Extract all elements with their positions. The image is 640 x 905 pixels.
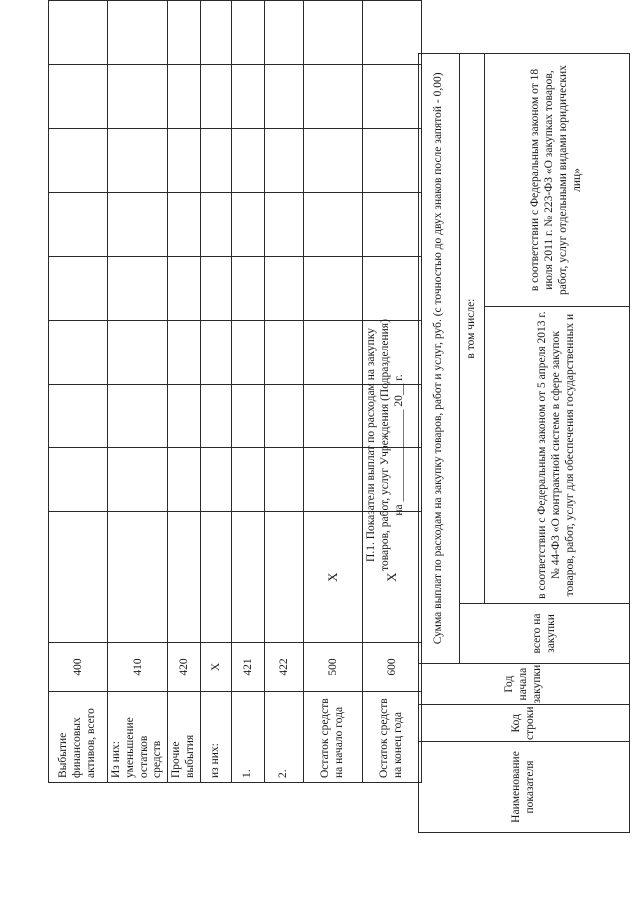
row-code: 420 [168, 643, 201, 692]
row-code: 422 [265, 643, 304, 692]
row-code: 410 [108, 643, 168, 692]
header-total: всего на закупки [460, 604, 630, 664]
row-year [232, 512, 265, 643]
header-223fz: в соответствии с Федеральным законом от 18 июля 2011 г. № 223-ФЗ «О закупках товаров, работ, услуг отдельными видами юридических лиц» [485, 54, 630, 307]
heading-line-1: П.1. Показатели выплат по расходам на закупку [365, 328, 377, 562]
row-name: 2. [265, 692, 304, 783]
row-code: 600 [363, 643, 422, 692]
row-year [49, 512, 108, 643]
row-code: 421 [232, 643, 265, 692]
row-year: X [363, 512, 422, 643]
row-name: Остаток средств на начало года [304, 692, 363, 783]
table-row [232, 1, 265, 783]
row-name: Прочие выбытия [168, 692, 201, 783]
row-year: X [304, 512, 363, 643]
row-name: Из них: уменьшение остатков средств [108, 692, 168, 783]
header-44fz: в соответствии с Федеральным законом от 5 апреля 2013 г. № 44-ФЗ «О контрактной системе в сфере закупок товаров, работ, услуг для обеспечения государственных и [485, 306, 630, 603]
table-row [265, 1, 304, 783]
table-row [49, 1, 108, 783]
row-code: 500 [304, 643, 363, 692]
row-name: Выбытие финансовых активов, всего [49, 692, 108, 783]
header-start-year: Год начала закупки [419, 663, 630, 705]
row-year [108, 512, 168, 643]
heading-line-2: товаров, работ, услуг Учреждения (Подразделения) [379, 319, 392, 571]
header-indicator-name: Наименование показателя [419, 742, 630, 833]
header-payment-sum: Сумма выплат по расходам на закупку товаров, работ и услуг, руб. (с точностью до двух знаков после запятой - 0,00) [419, 54, 460, 664]
header-including: в том числе: [460, 54, 485, 604]
row-year [168, 512, 201, 643]
row-name: Остаток средств на конец года [363, 692, 422, 783]
table-row [304, 1, 363, 783]
table-row [168, 1, 201, 783]
row-name: 1. [232, 692, 265, 783]
row-name: из них: [201, 692, 232, 783]
table-row [201, 1, 232, 783]
section-heading [364, 240, 406, 650]
row-year [265, 512, 304, 643]
row-code: X [201, 643, 232, 692]
table-row [108, 1, 168, 783]
procurement-payments-table [418, 53, 630, 833]
row-year [201, 512, 232, 643]
row-code: 400 [49, 643, 108, 692]
header-row-code: Код строки [419, 705, 630, 742]
heading-line-3: на ________________ 20__ г. [393, 374, 406, 516]
